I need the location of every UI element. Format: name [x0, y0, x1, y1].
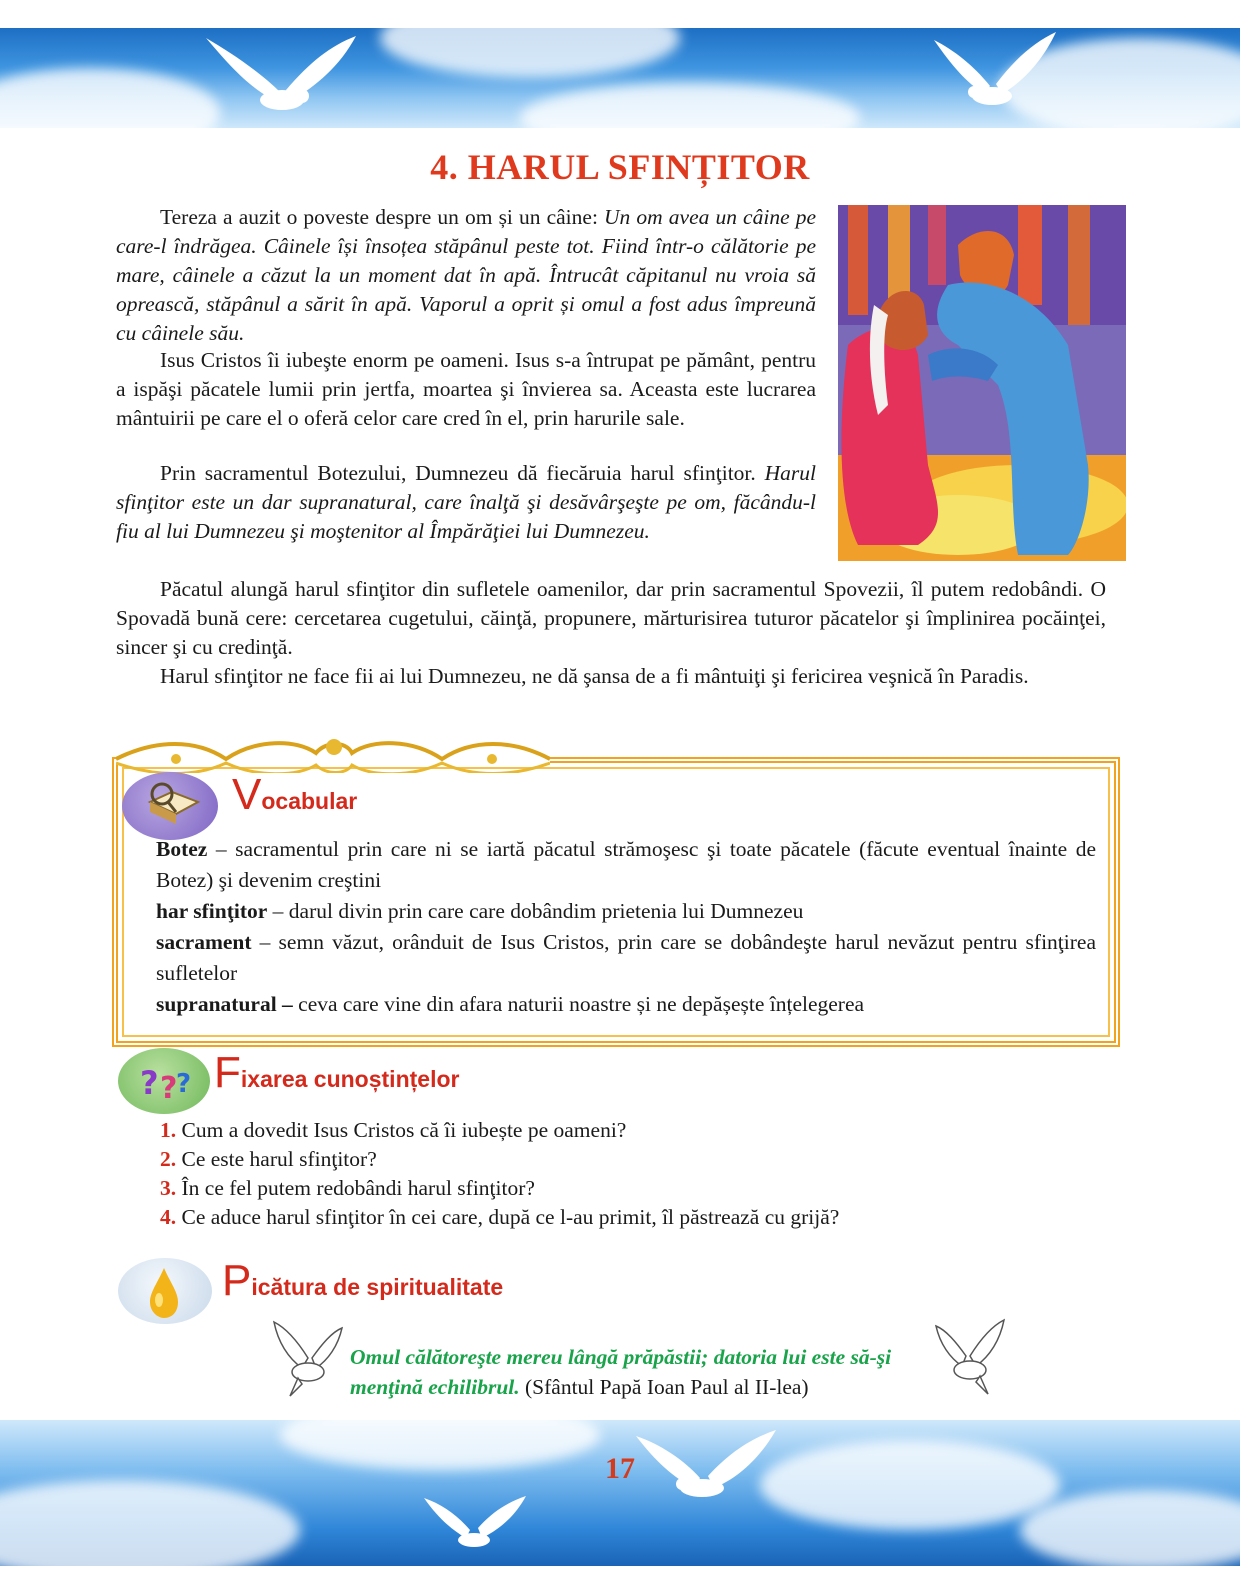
question-item: [160, 1174, 535, 1203]
fixare-heading-initial: F: [214, 1048, 241, 1097]
story-italic: Un om avea un câine pe care-l îndrăgea. Câinele își însoțea stăpânul peste tot. Fiind într-o călătorie pe mare, câinele a căzut la un moment dat în apă. Întrucât căpitanul nu vroia să oprească, stăpânul a sărit în apă. Vaporul a oprit și omul a fost adus împreună cu câinele său.: [116, 205, 816, 345]
top-sky-banner: [0, 28, 1240, 128]
paragraph-4: [116, 575, 1106, 662]
fixare-heading: [214, 1048, 459, 1098]
question-text: Ce este harul sfinţitor?: [176, 1147, 377, 1171]
dove-icon: [420, 1490, 530, 1560]
svg-text:?: ?: [140, 1064, 159, 1102]
paragraph-2: [116, 346, 816, 433]
paragraph-2-text: Isus Cristos îi iubeşte enorm pe oameni. Isus s-a întrupat pe pământ, pentru a ispăşi păcatele lumii prin jertfa, moartea şi învierea sa. Aceasta este lucrarea mântuirii pe care el o oferă celor care cred în el, prin harurile sale.: [116, 348, 816, 430]
question-number: 4.: [160, 1205, 177, 1229]
svg-text:?: ?: [160, 1071, 178, 1106]
question-text: Ce aduce harul sfinţitor în cei care, după ce l-au primit, îl păstrează cu grijă?: [176, 1205, 840, 1229]
question-marks-icon: [118, 1048, 210, 1114]
question-number: 2.: [160, 1147, 177, 1171]
vocab-definition: ceva care vine din afara naturii noastre și ne depășește înțelegerea: [292, 992, 865, 1016]
question-item: [160, 1145, 377, 1174]
story-paragraph: [116, 203, 816, 348]
gold-scroll-ornament-icon: [116, 733, 550, 773]
picatura-heading: [222, 1256, 503, 1306]
vocab-definition: – semn văzut, orânduit de Isus Cristos, prin care se dobândeşte harul nevăzut pentru sfinţirea sufletelor: [156, 930, 1096, 985]
paragraph-5: [116, 662, 1106, 691]
question-text: În ce fel putem redobândi harul sfinţitor?: [176, 1176, 535, 1200]
vocab-term: har sfinţitor: [156, 899, 268, 923]
question-text: Cum a dovedit Isus Cristos că îi iubește pe oameni?: [176, 1118, 627, 1142]
vocabulary-heading-initial: V: [232, 770, 262, 819]
spiritual-quote: [350, 1342, 938, 1402]
dove-icon: [200, 32, 360, 128]
page-number: 17: [605, 1452, 635, 1485]
dove-icon: [268, 1318, 346, 1400]
paragraph-3: [116, 459, 816, 546]
paragraph-4-text: Păcatul alungă harul sfinţitor din sufletele oamenilor, dar prin sacramentul Spovezii, îl putem redobândi. O Spovadă bună cere: cercetarea cugetului, căinţă, propunere, mărturisirea tuturor păcatelor şi împlinirea pocăinţei, sincer şi cu credinţă.: [116, 577, 1106, 659]
quote-text: Omul călătoreşte mereu lângă prăpăstii; datoria lui este să-şi menţină echilibrul.: [350, 1345, 892, 1399]
paragraph-3-normal: Prin sacramentul Botezului, Dumnezeu dă fiecăruia harul sfinţitor.: [160, 461, 765, 485]
svg-text:?: ?: [176, 1069, 192, 1099]
jesus-healing-painting: [838, 205, 1126, 561]
vocab-entry: [156, 896, 1096, 927]
paragraph-5-text: Harul sfinţitor ne face fii ai lui Dumnezeu, ne dă şansa de a fi mântuiţi şi fericirea veşnică în Paradis.: [160, 664, 1029, 688]
vocab-entry: [156, 989, 1096, 1020]
book-magnifier-icon: [122, 772, 218, 840]
fixare-heading-rest: ixarea cunoștințelor: [240, 1066, 460, 1092]
vocab-entry: [156, 834, 1096, 896]
question-number: 3.: [160, 1176, 177, 1200]
vocab-term: sacrament: [156, 930, 252, 954]
picatura-heading-rest: icătura de spiritualitate: [251, 1274, 504, 1300]
vocab-definition: – sacramentul prin care ni se iartă păcatul strămoşesc şi toate păcatele (făcute eventual înainte de Botez) şi devenim creştini: [156, 837, 1096, 892]
question-number: 1.: [160, 1118, 177, 1142]
paragraph-3-italic: Harul sfinţitor este un dar supranatural, care înalţă şi desăvârşeşte pe om, făcându-l fiu al lui Dumnezeu şi moştenitor al Împărăţiei lui Dumnezeu.: [116, 461, 816, 543]
bottom-sky-banner: [0, 1420, 1240, 1566]
lesson-title: 4. HARUL SFINȚITOR: [430, 147, 810, 187]
vocabulary-heading: [232, 770, 357, 820]
quote-author: (Sfântul Papă Ioan Paul al II-lea): [519, 1375, 809, 1399]
vocabulary-heading-rest: ocabular: [261, 788, 358, 814]
dove-icon: [930, 30, 1060, 122]
vocab-term: Botez: [156, 837, 208, 861]
story-intro: Tereza a auzit o poveste despre un om și un câine:: [160, 205, 605, 229]
oil-drop-icon: [118, 1258, 212, 1324]
question-item: [160, 1116, 626, 1145]
picatura-heading-initial: P: [222, 1256, 252, 1305]
question-item: [160, 1203, 839, 1232]
vocab-definition: – darul divin prin care care dobândim prietenia lui Dumnezeu: [267, 899, 804, 923]
vocab-entry: [156, 927, 1096, 989]
vocab-term: supranatural –: [156, 992, 293, 1016]
dove-icon: [932, 1316, 1010, 1398]
